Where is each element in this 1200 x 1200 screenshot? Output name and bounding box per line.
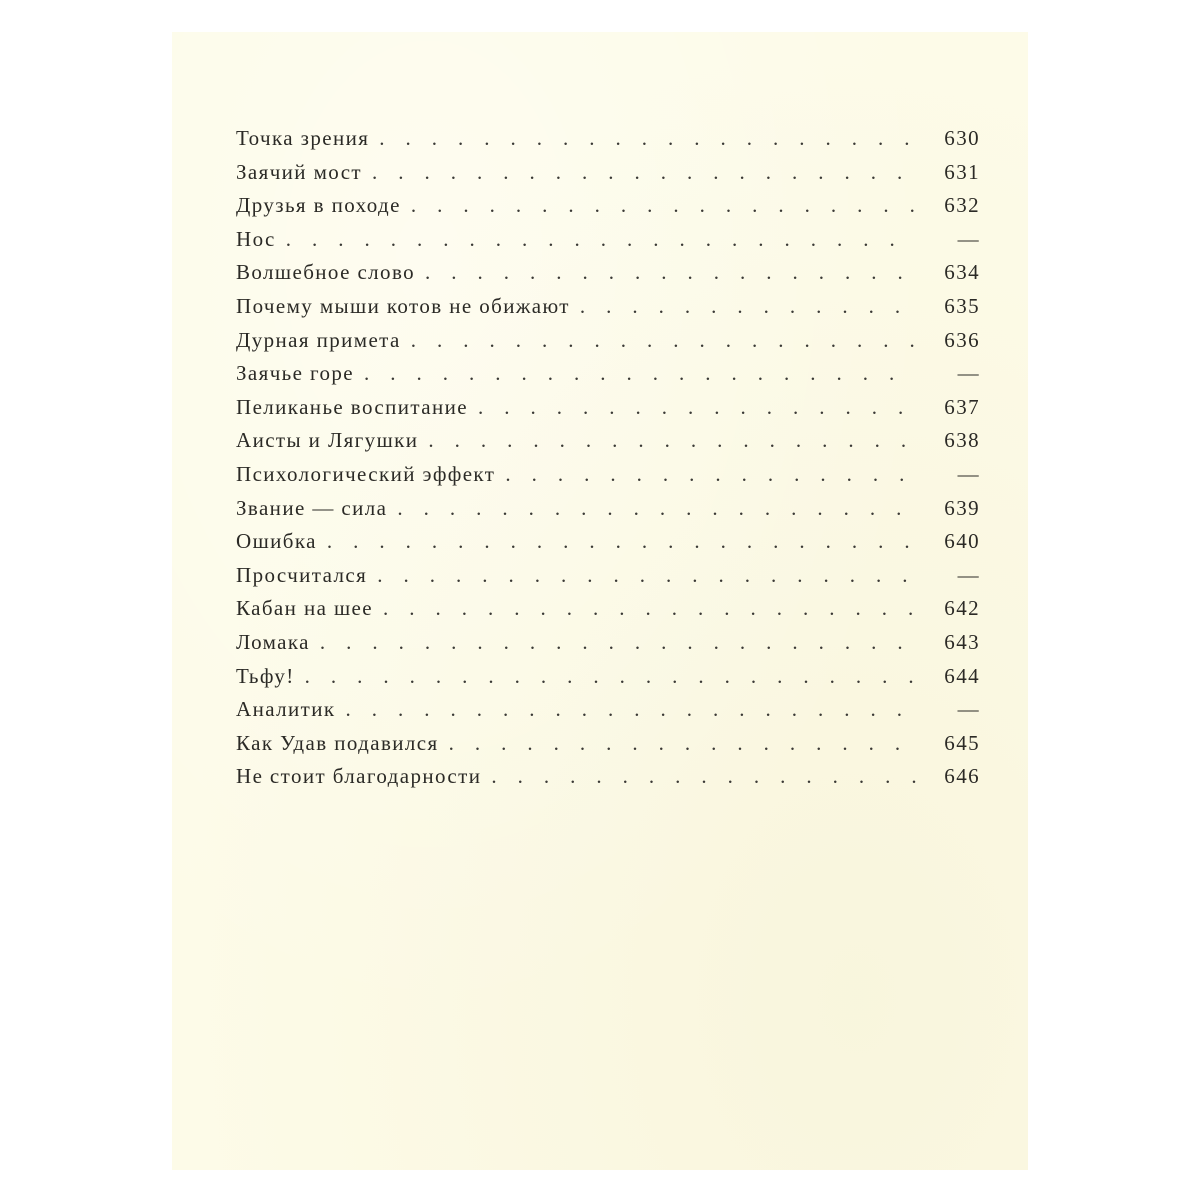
toc-entry-page: 642 [944, 596, 980, 621]
toc-entry-title: Дурная примета [236, 327, 401, 352]
toc-entry-title: Просчитался [236, 562, 368, 587]
toc-entry-page: 646 [944, 764, 980, 789]
dot-leader [580, 290, 916, 324]
toc-entry-title: Психологический эффект [236, 461, 496, 486]
toc-entry-page: 630 [944, 126, 980, 150]
toc-entry [236, 559, 980, 593]
toc-entry-title: Заячий мост [236, 159, 362, 184]
dot-leader [411, 324, 916, 358]
toc-entry-title: Пеликанье воспитание [236, 394, 468, 419]
toc-entry [236, 727, 980, 761]
dot-leader [286, 223, 916, 257]
toc-entry-title: Аисты и Лягушки [236, 428, 419, 453]
toc-entry [236, 693, 980, 727]
toc-entry-title: Нос [236, 226, 276, 251]
dot-leader [345, 693, 916, 727]
toc-entry-page: 635 [944, 293, 980, 318]
toc-entry-page: 636 [944, 327, 980, 352]
toc-entry [236, 492, 980, 526]
toc-entry [236, 290, 980, 324]
dot-leader [327, 525, 916, 559]
toc-entry [236, 660, 980, 694]
toc-entry [236, 324, 980, 358]
toc-entry-page: — [957, 361, 980, 386]
toc-entry [236, 391, 980, 425]
dot-leader [377, 559, 916, 593]
toc-entry-page: 640 [944, 529, 980, 554]
dot-leader [383, 592, 916, 626]
dot-leader [364, 357, 916, 391]
table-of-contents [236, 122, 980, 794]
toc-entry [236, 256, 980, 290]
dot-leader [478, 391, 916, 425]
dot-leader [425, 256, 916, 290]
toc-entry-page: 639 [944, 495, 980, 520]
toc-entry-page: 634 [944, 260, 980, 285]
toc-entry-title: Друзья в походе [236, 193, 401, 218]
toc-entry-title: Волшебное слово [236, 260, 416, 285]
toc-entry-title: Аналитик [236, 697, 336, 722]
dot-leader [397, 492, 916, 526]
toc-entry-title: Ломака [236, 629, 310, 654]
toc-entry [236, 592, 980, 626]
toc-entry [236, 424, 980, 458]
toc-entry [236, 189, 980, 223]
toc-entry-page: 638 [944, 428, 980, 453]
toc-entry-page: 645 [944, 730, 980, 755]
toc-entry [236, 525, 980, 559]
dot-leader [505, 458, 916, 492]
toc-entry-title: Кабан на шее [236, 596, 373, 621]
toc-entry-page: — [957, 562, 980, 587]
toc-entry-page: 637 [944, 394, 980, 419]
toc-entry [236, 626, 980, 660]
toc-entry-page: — [957, 461, 980, 486]
toc-entry-page: — [957, 226, 980, 251]
toc-entry-page: 632 [944, 193, 980, 218]
dot-leader [428, 424, 916, 458]
toc-entry-title: Точка зрения [236, 126, 370, 150]
toc-entry [236, 156, 980, 190]
toc-entry-title: Заячье горе [236, 361, 355, 386]
toc-entry-title: Тьфу! [236, 663, 295, 688]
toc-entry [236, 760, 980, 794]
toc-entry-page: 643 [944, 629, 980, 654]
dot-leader [305, 660, 916, 694]
toc-entry [236, 122, 980, 156]
toc-entry-title: Почему мыши котов не обижают [236, 293, 570, 318]
dot-leader [411, 189, 916, 223]
toc-entry-title: Как Удав подавился [236, 730, 439, 755]
dot-leader [379, 122, 916, 156]
toc-entry-page: 644 [944, 663, 980, 688]
toc-entry [236, 458, 980, 492]
toc-entry-page: — [957, 697, 980, 722]
toc-entry [236, 223, 980, 257]
toc-entry-title: Не стоит благодарности [236, 764, 482, 789]
dot-leader [449, 727, 916, 761]
toc-entry-title: Звание — сила [236, 495, 388, 520]
toc-entry-title: Ошибка [236, 529, 317, 554]
dot-leader [372, 156, 916, 190]
toc-entry [236, 357, 980, 391]
dot-leader [491, 760, 916, 794]
dot-leader [320, 626, 916, 660]
toc-entry-page: 631 [944, 159, 980, 184]
